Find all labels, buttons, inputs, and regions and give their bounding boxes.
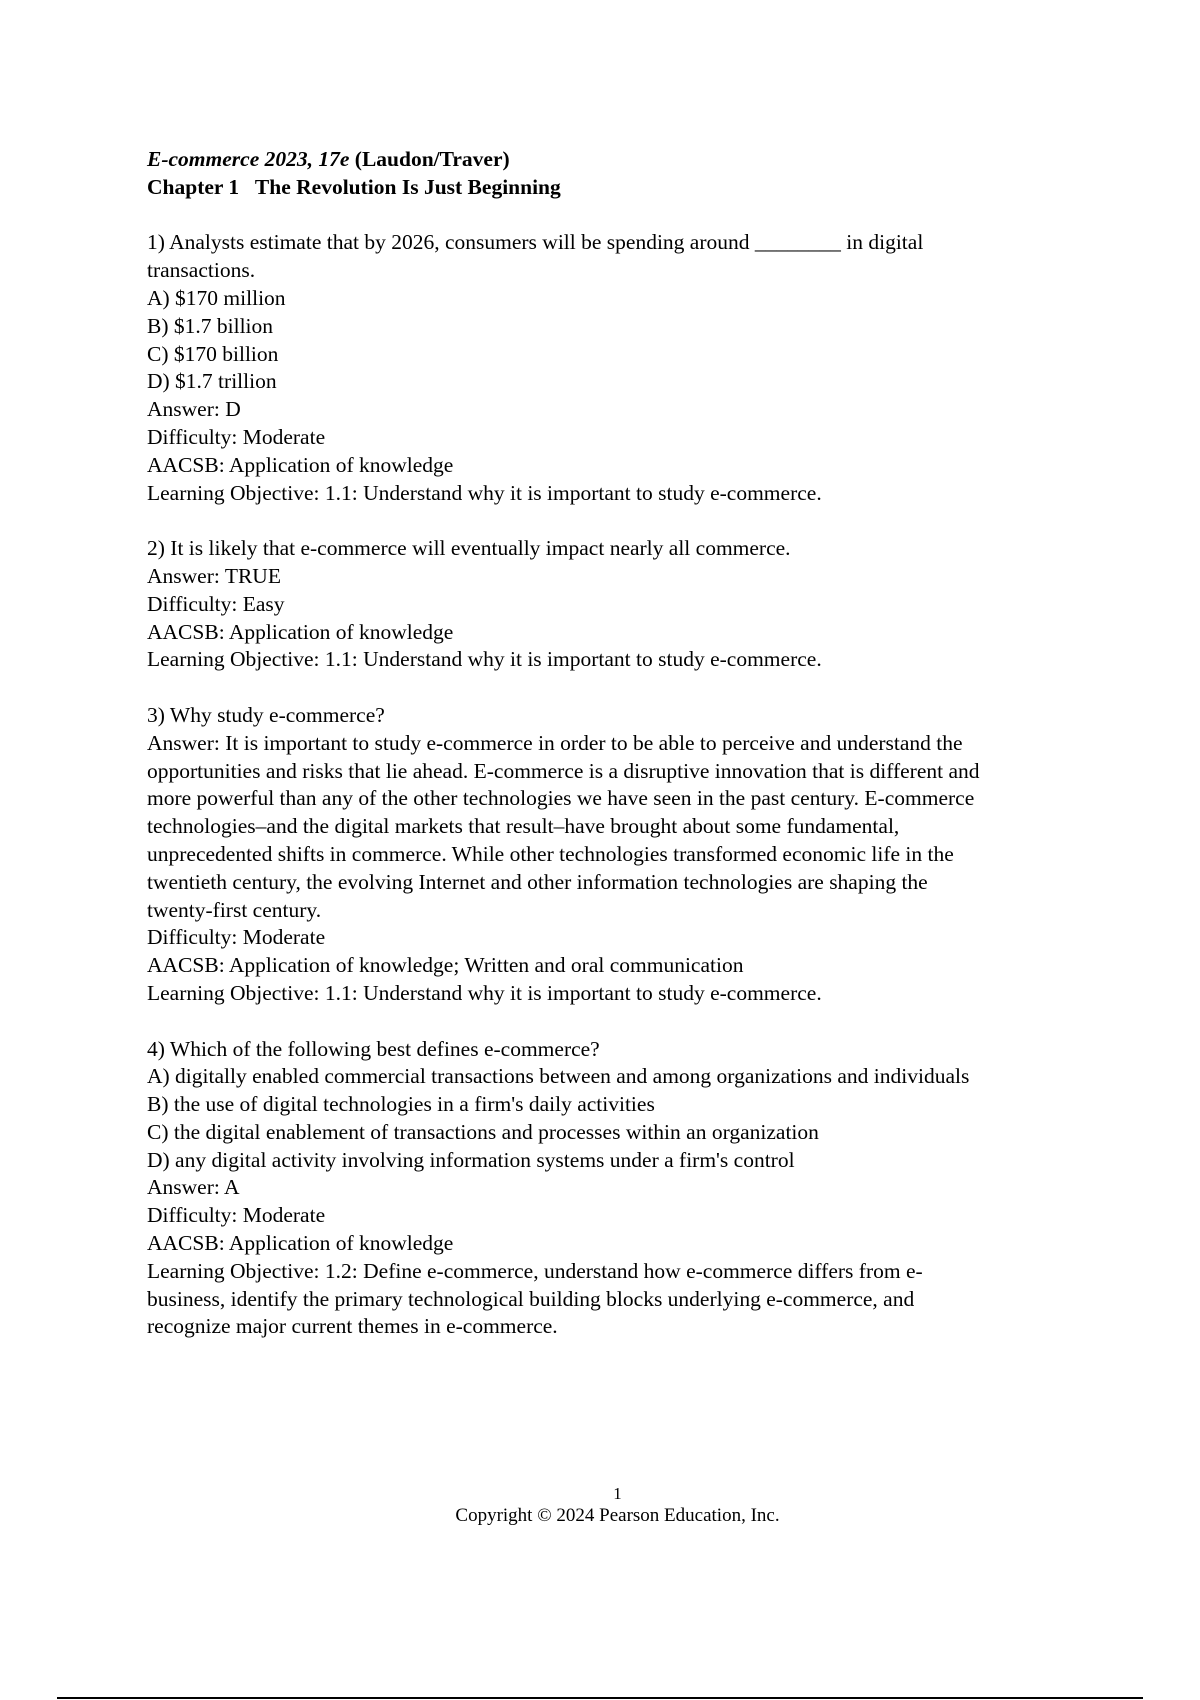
answer: Answer: D: [147, 397, 241, 422]
learning-objective: Learning Objective: 1.1: Understand why it is important to study e-commerce.: [147, 647, 822, 672]
question-4: [147, 1036, 1107, 1342]
document-page: [147, 146, 1107, 1369]
answer-option: A) $170 million: [147, 285, 286, 310]
answer: technologies–and the digital markets that result–have brought about some fundamental,: [147, 814, 900, 839]
copyright-notice: Copyright © 2024 Pearson Education, Inc.: [455, 1505, 780, 1526]
answer: twentieth century, the evolving Internet and other information technologies are shaping the: [147, 869, 928, 894]
chapter-title: Chapter 1 The Revolution Is Just Beginning: [147, 174, 561, 199]
learning-objective: business, identify the primary technological building blocks underlying e-commerce, and: [147, 1286, 915, 1311]
question-2: [147, 535, 1107, 674]
answer-option: C) $170 billion: [147, 341, 279, 366]
aacsb: AACSB: Application of knowledge: [147, 619, 454, 644]
answer-option: B) $1.7 billion: [147, 313, 274, 338]
page-number: 1: [613, 1484, 622, 1503]
question-stem: 3) Why study e-commerce?: [147, 702, 385, 727]
answer-option: B) the use of digital technologies in a firm's daily activities: [147, 1092, 655, 1117]
learning-objective: Learning Objective: 1.1: Understand why it is important to study e-commerce.: [147, 980, 822, 1005]
answer: twenty-first century.: [147, 897, 322, 922]
answer-option: D) any digital activity involving information systems under a firm's control: [147, 1147, 795, 1172]
book-header: [147, 146, 1107, 174]
answer-option: C) the digital enablement of transactions and processes within an organization: [147, 1119, 819, 1144]
question-list: [147, 229, 1107, 1341]
learning-objective: recognize major current themes in e-commerce.: [147, 1314, 558, 1339]
aacsb: AACSB: Application of knowledge: [147, 452, 454, 477]
answer: unprecedented shifts in commerce. While other technologies transformed economic life in the: [147, 841, 954, 866]
answer-option: A) digitally enabled commercial transactions between and among organizations and individuals: [147, 1064, 970, 1089]
difficulty: Difficulty: Moderate: [147, 1203, 326, 1228]
aacsb: AACSB: Application of knowledge; Written and oral communication: [147, 953, 744, 978]
learning-objective: Learning Objective: 1.2: Define e-commerce, understand how e-commerce differs from e-: [147, 1258, 923, 1283]
question-stem: 4) Which of the following best defines e-commerce?: [147, 1036, 600, 1061]
question-1: [147, 229, 1107, 507]
question-stem: 2) It is likely that e-commerce will eventually impact nearly all commerce.: [147, 536, 791, 561]
answer: Answer: TRUE: [147, 563, 281, 588]
difficulty: Difficulty: Moderate: [147, 424, 326, 449]
question-stem: transactions.: [147, 258, 256, 283]
question-3: [147, 702, 1107, 1008]
answer: more powerful than any of the other technologies we have seen in the past century. E-commerce: [147, 786, 975, 811]
answer: Answer: It is important to study e-commerce in order to be able to perceive and understand the: [147, 730, 963, 755]
answer-option: D) $1.7 trillion: [147, 369, 277, 394]
book-title: E-commerce 2023, 17e: [147, 147, 350, 171]
answer: Answer: A: [147, 1175, 240, 1200]
answer: opportunities and risks that lie ahead. E-commerce is a disruptive innovation that is different and: [147, 758, 980, 783]
question-stem: 1) Analysts estimate that by 2026, consumers will be spending around ________ in digital: [147, 230, 924, 255]
difficulty: Difficulty: Moderate: [147, 925, 326, 950]
aacsb: AACSB: Application of knowledge: [147, 1231, 454, 1256]
book-authors: (Laudon/Traver): [349, 147, 510, 171]
bottom-divider: [57, 1697, 1143, 1699]
difficulty: Difficulty: Easy: [147, 591, 285, 616]
learning-objective: Learning Objective: 1.1: Understand why it is important to study e-commerce.: [147, 480, 822, 505]
